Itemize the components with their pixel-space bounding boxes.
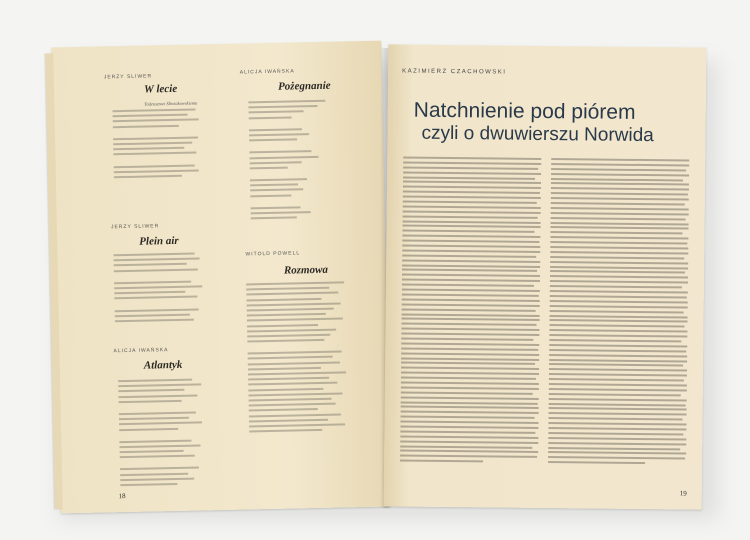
- poem-author: JERZY SLIWER: [110, 223, 160, 231]
- poem-text-block: [118, 378, 212, 489]
- poem-author: JERZY SLIWER: [103, 73, 153, 81]
- right-page: [384, 44, 707, 509]
- article-title-line-2: czyli o dwuwierszu Norwida: [421, 122, 654, 147]
- poem-author: WITOLD POWELL: [245, 250, 301, 258]
- poem-text-block: [246, 281, 353, 435]
- page-number: 19: [679, 489, 687, 498]
- poem-title: Atlantyk: [143, 358, 183, 372]
- poem-text-block: [112, 108, 207, 181]
- left-page: [51, 41, 391, 514]
- poem-title: Plein air: [139, 234, 179, 248]
- article-column-left: [400, 157, 541, 467]
- poem-dedication: Tadeuszowi Śliwiakowskiemu: [144, 100, 198, 107]
- poem-text-block: [248, 100, 337, 223]
- poem-title: Rozmowa: [283, 263, 329, 277]
- article-author: KAZIMIERZ CZACHOWSKI: [402, 68, 507, 76]
- poem-title: Pożegnanie: [277, 79, 331, 93]
- poem-author: ALICJA IWAŃSKA: [239, 68, 295, 76]
- poem-author: ALICJA IWAŃSKA: [113, 347, 169, 355]
- article-title-line-1: Natchnienie pod piórem: [413, 98, 636, 124]
- article-column-right: [548, 158, 689, 468]
- page-number: 18: [118, 492, 126, 501]
- poem-text-block: [113, 252, 210, 325]
- page-stack-edge: [45, 53, 63, 509]
- poem-title: W lecie: [143, 82, 178, 96]
